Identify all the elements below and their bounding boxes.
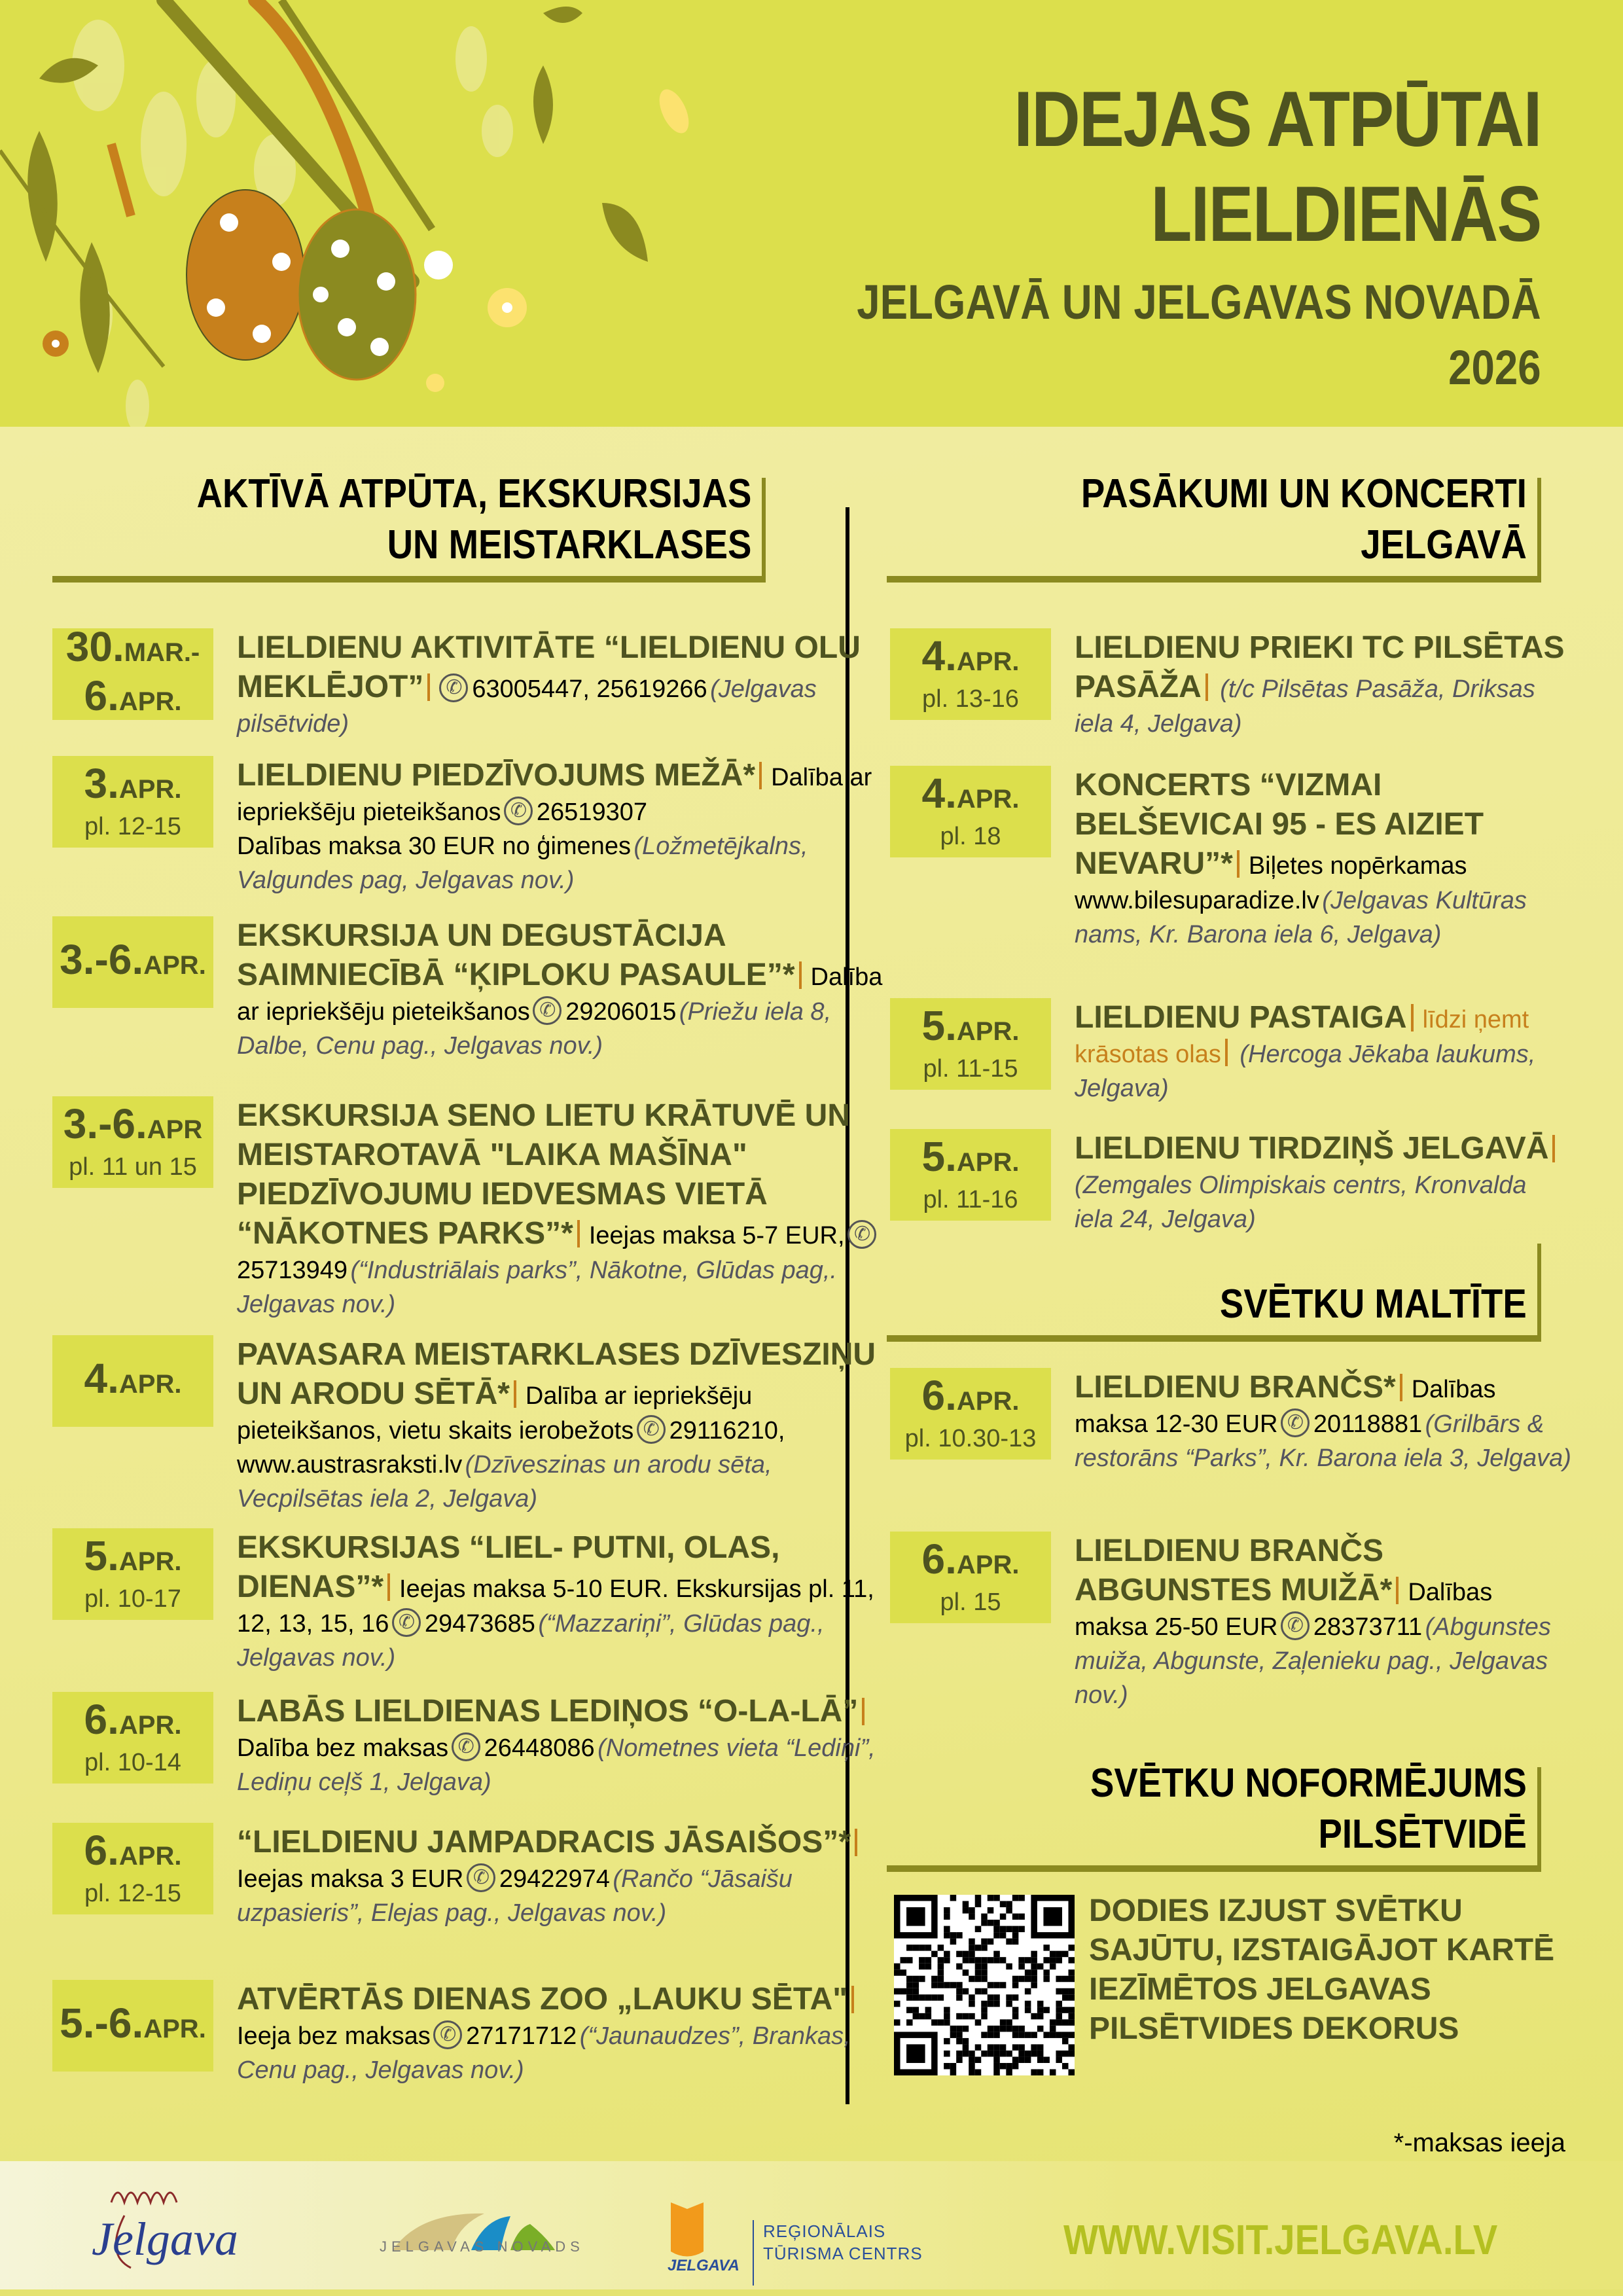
date-badge [890, 1368, 1051, 1460]
event-phone[interactable]: 26448086 [484, 1734, 595, 1762]
event-text [1075, 766, 1572, 952]
event-time: pl. 10-14 [84, 1748, 181, 1776]
event-text [237, 628, 891, 741]
qr-code[interactable] [894, 1895, 1075, 2075]
event-text [1075, 1532, 1572, 1712]
tourism-centre-line-2: TŪRISMA CENTRS [763, 2244, 923, 2263]
svg-text:JELGAVA: JELGAVA [668, 2257, 740, 2274]
event-date [52, 1534, 213, 1583]
event-time: pl. 12-15 [84, 1879, 181, 1907]
date-month: APR. [143, 2014, 206, 2043]
event-phone[interactable]: 29422974 [499, 1865, 610, 1893]
event-title: LABĀS LIELDIENAS LEDIŅOS “O-LA-LĀ” [237, 1694, 859, 1729]
event-text [237, 1528, 891, 1675]
event-date [52, 1695, 213, 1747]
date-day: 6. [84, 1826, 119, 1874]
event-phone[interactable]: 29116210, www.austrasraksti.lv [237, 1417, 785, 1479]
date-month: MAR.- [124, 638, 200, 667]
separator [862, 1698, 865, 1725]
tourism-centre-logo[interactable] [668, 2202, 740, 2278]
event-text [1075, 628, 1572, 741]
event-text [1075, 1368, 1572, 1475]
footer-strip [0, 2289, 1623, 2296]
event-title: LIELDIENU AKTIVITĀTE “LIELDIENU OLU MEKLĒJOT” [237, 630, 861, 704]
event-title: LIELDIENU PASTAIGA [1075, 1000, 1407, 1035]
phone-icon [392, 1608, 421, 1637]
event-date [890, 1132, 1051, 1184]
event-date [52, 1354, 213, 1406]
event-text [237, 1980, 891, 2087]
section-heading-meal [887, 1244, 1541, 1342]
event-location: (Zemgales Olimpiskais centrs, Kronvalda iela 24, Jelgava) [1075, 1172, 1527, 1233]
event-location: (Rančo “Jāsaišu uzpasieris”, Elejas pag., Jelgavas nov.) [237, 1865, 793, 1927]
flower-icon [488, 288, 527, 327]
separator [1552, 1135, 1555, 1162]
date-day: 5.-6. [60, 1999, 144, 2047]
date-day: 6. [921, 1371, 957, 1419]
date-month: APR. [956, 784, 1020, 814]
date-day: 6. [84, 672, 119, 719]
date-day: 4. [921, 632, 957, 679]
event-text [237, 916, 891, 1063]
phone-icon [1281, 1408, 1310, 1437]
event-title: LIELDIENU PIEDZĪVOJUMS MEŽĀ* [237, 758, 756, 793]
date-badge [890, 1532, 1051, 1623]
event-phone[interactable]: 26519307 [536, 798, 647, 826]
separator [1237, 850, 1240, 878]
phone-icon [1281, 1611, 1310, 1640]
date-month: APR. [118, 687, 182, 716]
jelgava-logo-text: Jelgava [92, 2213, 238, 2265]
event-detail: Dalības maksa 12-30 EUR [1075, 1376, 1496, 1438]
heading-line-1: SVĒTKU NOFORMĒJUMS [1090, 1761, 1527, 1806]
event-time: pl. 18 [940, 822, 1001, 850]
event-location: (t/c Pilsētas Pasāža, Driksas iela 4, Jelgava) [1075, 675, 1535, 738]
event-detail: Dalība ar iepriekšēju pieteikšanos [237, 764, 872, 826]
date-month: APR. [956, 1147, 1020, 1177]
separator [851, 1986, 854, 2013]
event-title: LIELDIENU BRANČS* [1075, 1370, 1396, 1405]
event-location: (Jelgavas Kultūras nams, Kr. Barona iela 6, Jelgava) [1075, 887, 1527, 948]
phone-icon [452, 1732, 480, 1761]
event-note: līdzi ņemt krāsotas olas [1075, 1006, 1529, 1068]
event-location: (Jelgavas pilsētvide) [237, 675, 817, 738]
event-location: (Abgunstes muiža, Abgunste, Zaļenieku pag., Jelgavas nov.) [1075, 1613, 1551, 1709]
event-date [890, 769, 1051, 821]
date-badge [52, 1823, 213, 1914]
separator [1400, 1374, 1402, 1401]
date-month: APR. [143, 950, 206, 980]
date-month: APR. [956, 1016, 1020, 1046]
jelgavas-novads-label: JELGAVAS NOVADS [380, 2238, 584, 2255]
event-title: LIELDIENU PRIEKI TC PILSĒTAS PASĀŽA [1075, 630, 1565, 704]
phone-icon [533, 996, 562, 1025]
date-badge [890, 628, 1051, 720]
event-text [237, 1335, 891, 1516]
event-text [1075, 1129, 1572, 1236]
heading-line-2: UN MEISTARKLASES [387, 522, 751, 567]
title-line-1: IDEJAS ATPŪTAI [1014, 75, 1541, 163]
event-title: LIELDIENU BRANČS ABGUNSTES MUIŽĀ* [1075, 1534, 1393, 1607]
section-heading-events [887, 471, 1541, 583]
qr-code-icon [894, 1895, 1075, 2075]
event-detail: Ieeja bez maksas [237, 2022, 431, 2050]
flower-icon [426, 374, 444, 392]
separator [1411, 1004, 1414, 1031]
event-time: pl. 11-16 [923, 1185, 1018, 1213]
event-title: “LIELDIENU JAMPADRACIS JĀSAIŠOS”* [237, 1825, 851, 1859]
event-title: ATVĒRTĀS DIENAS ZOO „LAUKU SĒTA" [237, 1982, 847, 2017]
event-time: pl. 11 un 15 [69, 1153, 197, 1181]
flower-icon [43, 331, 69, 357]
event-time: pl. 10-17 [84, 1585, 181, 1613]
section-heading-activities [52, 471, 766, 583]
separator [1396, 1577, 1399, 1604]
date-badge [52, 1528, 213, 1620]
event-date [890, 1537, 1051, 1587]
date-day: 4. [84, 1354, 119, 1402]
event-date [890, 1371, 1051, 1423]
heading-line-1: AKTĪVĀ ATPŪTA, EKSKURSIJAS [196, 471, 751, 516]
tourism-centre-logo-icon [668, 2202, 740, 2274]
date-badge [52, 756, 213, 848]
date-badge [52, 1335, 213, 1427]
event-date [52, 625, 213, 674]
date-day: 5. [921, 1001, 957, 1049]
date-badge [890, 998, 1051, 1090]
date-month: APR. [118, 774, 182, 804]
event-time: pl. 11-15 [923, 1054, 1018, 1083]
date-month: APR. [956, 1386, 1020, 1416]
heading-line-1: SVĒTKU MALTĪTE [1220, 1282, 1527, 1327]
tourism-centre-label [753, 2220, 923, 2286]
decor-description: DODIES IZJUST SVĒTKU SAJŪTU, IZSTAIGĀJOT KARTĒ IEZĪMĒTOS JELGAVAS PILSĒTVIDES DEKORUS [1089, 1893, 1555, 2046]
date-day: 5. [921, 1132, 957, 1180]
date-badge [52, 623, 213, 720]
event-detail: Dalība ar iepriekšēju pieteikšanos, vietu skaits ierobežots [237, 1382, 753, 1444]
date-badge [52, 916, 213, 1008]
event-title: KONCERTS “VIZMAI BELŠEVICAI 95 - ES AIZIET NEVARU”* [1075, 768, 1484, 881]
date-day: 3.-6. [60, 935, 144, 983]
year: 2026 [1448, 340, 1541, 395]
event-location: (Dzīveszinas un arodu sēta, Vecpilsētas iela 2, Jelgava) [237, 1451, 772, 1513]
event-time: pl. 15 [940, 1588, 1001, 1616]
date-day: 5. [84, 1532, 119, 1579]
event-phone[interactable]: 29206015 [565, 998, 677, 1026]
event-date [52, 1102, 213, 1151]
easter-egg-orange-icon [187, 190, 304, 360]
date-month: APR. [956, 647, 1020, 676]
event-title: LIELDIENU TIRDZIŅŠ JELGAVĀ [1075, 1131, 1549, 1166]
phone-icon [847, 1220, 876, 1249]
date-month: APR. [956, 1550, 1020, 1579]
event-location: (“Jaunaudzes”, Brankas, Cenu pag., Jelgavas nov.) [237, 2022, 851, 2084]
event-title: PAVASARA MEISTARKLASES DZĪVESZIŅU UN ARODU SĒTĀ* [237, 1337, 876, 1411]
jelgava-logo-icon [85, 2176, 281, 2274]
phone-icon [467, 1863, 495, 1892]
date-badge [52, 1692, 213, 1784]
hero-banner [0, 0, 1623, 427]
event-location: (Priežu iela 8, Dalbe, Cenu pag., Jelgavas nov.) [237, 998, 832, 1060]
separator [1205, 673, 1208, 701]
date-month: APR. [118, 1547, 182, 1576]
event-location: (Grilbārs & restorāns “Parks”, Kr. Barona iela 3, Jelgava) [1075, 1410, 1571, 1472]
phone-icon [637, 1415, 666, 1444]
event-detail: Dalības maksa 25-50 EUR [1075, 1579, 1493, 1641]
footnote: *-maksas ieeja [1393, 2128, 1565, 2157]
event-location: (Nometnes vieta “Lediņi”, Lediņu ceļš 1, Jelgava) [237, 1734, 876, 1796]
event-time: pl. 12-15 [84, 812, 181, 840]
date-month: APR. [118, 1710, 182, 1740]
section-heading-decor [887, 1761, 1541, 1872]
event-date [52, 2001, 213, 2051]
event-text [1075, 998, 1572, 1105]
phone-icon [433, 2020, 462, 2049]
heading-line-1: PASĀKUMI UN KONCERTI [1081, 471, 1527, 516]
event-location: (Ložmetējkalns, Valgundes pag, Jelgavas nov.) [237, 833, 808, 894]
event-date [890, 634, 1051, 683]
separator [855, 1829, 857, 1856]
date-badge [890, 1129, 1051, 1221]
event-detail: Dalība ar iepriekšēju pieteikšanos [237, 963, 883, 1026]
event-time: pl. 13-16 [922, 685, 1019, 713]
heading-line-2: PILSĒTVIDĒ [1318, 1812, 1527, 1857]
event-phone[interactable]: 28373711 [1313, 1613, 1423, 1641]
event-location: (“Industriālais parks”, Nākotne, Glūdas pag,. Jelgavas nov.) [237, 1257, 837, 1318]
date-day: 4. [921, 769, 957, 817]
event-date [52, 1826, 213, 1878]
event-fee: Dalības maksa 30 EUR no ģimenes [237, 833, 631, 860]
date-month: APR. [118, 1841, 182, 1871]
separator [577, 1220, 580, 1247]
event-phone[interactable]: 29473685 [424, 1610, 535, 1638]
event-title: EKSKURSIJA UN DEGUSTĀCIJA SAIMNIECĪBĀ “ĶIPLOKU PASAULE”* [237, 918, 795, 992]
event-phone[interactable]: 27171712 [466, 2022, 577, 2050]
event-date [52, 759, 213, 811]
tourism-centre-line-1: REĢIONĀLAIS [763, 2221, 886, 2241]
event-title: EKSKURSIJA SENO LIETU KRĀTUVĒ UN MEISTAROTAVĀ "LAIKA MAŠĪNA" PIEDZĪVOJUMU IEDVESMAS VIETĀ “NĀKOTNES PARKS”* [237, 1098, 850, 1251]
website-link[interactable]: WWW.VISIT.JELGAVA.LV [1063, 2216, 1498, 2263]
event-date-end [52, 674, 213, 723]
easter-decoration-illustration [0, 0, 720, 427]
date-day: 30. [65, 623, 124, 670]
event-detail: Dalība bez maksas [237, 1734, 449, 1762]
title-line-2: LIELDIENĀS [1150, 170, 1541, 258]
heading-line-2: JELGAVĀ [1361, 522, 1527, 567]
event-title: EKSKURSIJAS “LIEL- PUTNI, OLAS, DIENAS”* [237, 1530, 780, 1604]
event-phone[interactable]: 63005447, 25619266 [472, 675, 707, 703]
date-day: 3.-6. [63, 1100, 147, 1147]
date-day: 3. [84, 759, 119, 807]
separator [1225, 1039, 1228, 1066]
event-text [237, 1823, 891, 1930]
separator [514, 1380, 516, 1408]
event-date [52, 935, 213, 987]
event-detail: Ieejas maksa 5-7 EUR, [588, 1222, 845, 1249]
event-time: pl. 10.30-13 [904, 1424, 1037, 1452]
date-day: 6. [84, 1695, 119, 1743]
event-location: (Hercoga Jēkaba laukums, Jelgava) [1075, 1041, 1536, 1102]
leaf-icon [653, 85, 694, 137]
date-month: APR. [118, 1369, 182, 1399]
poster-title [745, 72, 1541, 401]
separator [799, 961, 802, 989]
event-date [890, 1001, 1051, 1053]
jelgava-logo[interactable] [85, 2176, 281, 2278]
date-badge [890, 766, 1051, 857]
phone-icon [439, 673, 468, 702]
event-detail: Ieejas maksa 3 EUR [237, 1865, 464, 1893]
flower-icon [424, 251, 453, 279]
event-phone[interactable]: 25713949 [237, 1257, 348, 1284]
date-day: 6. [921, 1535, 957, 1583]
phone-icon [504, 797, 533, 825]
separator [759, 762, 762, 789]
event-text [237, 1096, 891, 1321]
separator [427, 673, 430, 701]
subtitle: JELGAVĀ UN JELGAVAS NOVADĀ [857, 275, 1541, 329]
event-detail: Ieejas maksa 5-10 EUR. Ekskursijas pl. 11, 12, 13, 15, 16 [237, 1575, 874, 1638]
event-location: (“Mazzariņi”, Glūdas pag., Jelgavas nov.) [237, 1610, 825, 1672]
separator [387, 1573, 390, 1601]
date-badge [52, 1980, 213, 2072]
date-badge [52, 1096, 213, 1188]
event-text [237, 756, 891, 897]
date-month: APR [147, 1115, 203, 1144]
event-phone[interactable]: 20118881 [1313, 1410, 1423, 1438]
event-detail: Biļetes nopērkamas www.bilesuparadize.lv [1075, 852, 1467, 914]
event-text [237, 1692, 891, 1799]
